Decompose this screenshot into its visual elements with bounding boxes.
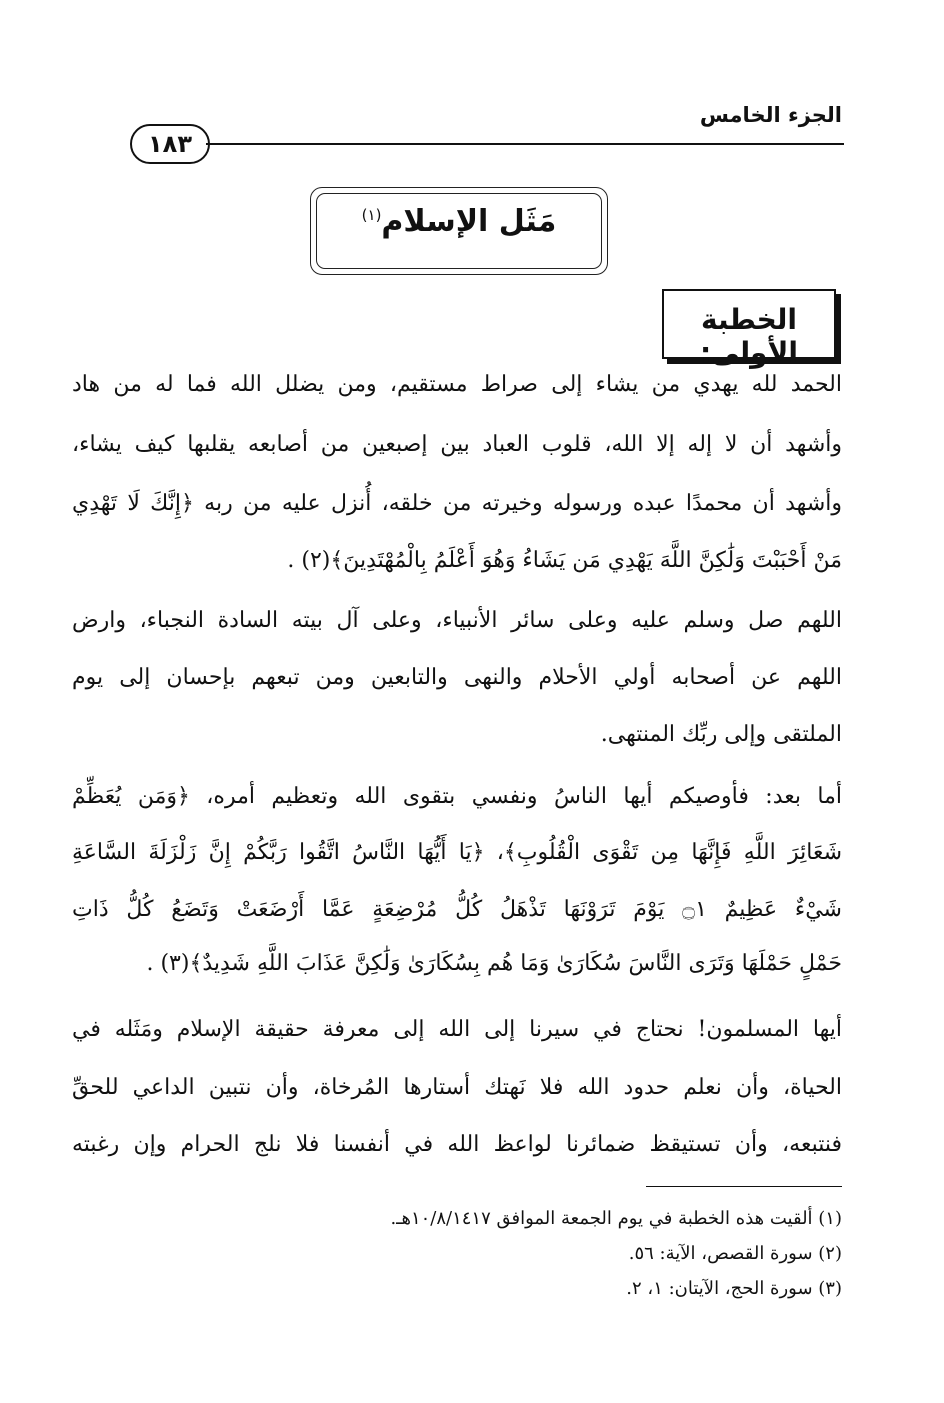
article-title [311,204,607,239]
footnote-separator [646,1186,842,1187]
body-line: اللهم صل وسلم عليه وعلى سائر الأنبياء، وعلى آل بيته السادة النجباء، وارض [72,608,842,633]
title-footnote-ref: (١) [361,206,382,224]
body-line: فنتبعه، وأن تستيقظ ضمائرنا لواعظ الله في أنفسنا فلا نلج الحرام وإن رغبته [72,1132,842,1157]
body-line: الملتقى وإلى ربِّك المنتهى. [600,722,842,747]
body-line: شَيْءٌ عَظِيمٌ ۝١ يَوْمَ تَرَوْنَهَا تَذْهَلُ كُلُّ مُرْضِعَةٍ عَمَّا أَرْضَعَتْ وَتَضَعُ كُلُّ ذَاتِ [72,897,842,922]
footnote: (٢) سورة القصص، الآية: ٥٦. [628,1243,842,1264]
section-heading: الخطبة الأولى: [700,303,798,369]
page-number: ١٨٣ [130,124,210,164]
section-heading-box [662,289,836,369]
footnote: (١) ألقيت هذه الخطبة في يوم الجمعة الموافق ١٠/٨/١٤١٧هـ. [390,1208,842,1229]
body-line: أيها المسلمون! نحتاج في سيرنا إلى الله إلى معرفة حقيقة الإسلام ومَثَله في [72,1017,842,1042]
body-line: مَنْ أَحْبَبْتَ وَلَٰكِنَّ اللَّهَ يَهْدِي مَن يَشَاءُ وَهُوَ أَعْلَمُ بِالْمُهْتَدِينَ﴾(٢) . [287,548,842,573]
header-rule [206,143,844,145]
article-title-frame [310,187,608,275]
article-title-text: مَثَل الإسلام [381,204,557,239]
body-line: وأشهد أن لا إله إلا الله، قلوب العباد بين إصبعين من أصابعه يقلبها كيف يشاء، [72,432,842,457]
running-header-title: الجزء الخامس [699,103,842,127]
body-line: الحمد لله يهدي من يشاء إلى صراط مستقيم، ومن يضلل الله فما له من هاد [72,372,842,397]
body-line: حَمْلٍ حَمْلَهَا وَتَرَى النَّاسَ سُكَارَىٰ وَمَا هُم بِسُكَارَىٰ وَلَٰكِنَّ عَذَابَ اللَّهِ شَدِيدٌ﴾(٣) . [146,951,842,976]
footnote: (٣) سورة الحج، الآيتان: ١، ٢. [626,1278,842,1299]
body-line: أما بعد: فأوصيكم أيها الناسُ ونفسي بتقوى الله وتعظيم أمره، ﴿وَمَن يُعَظِّمْ [72,784,842,809]
body-line: شَعَائِرَ اللَّهِ فَإِنَّهَا مِن تَقْوَى الْقُلُوبِ﴾، ﴿يَا أَيُّهَا النَّاسُ اتَّقُوا رَبَّكُمْ إِنَّ زَلْزَلَةَ السَّاعَةِ [72,840,842,865]
body-line: الحياة، وأن نعلم حدود الله فلا نَهتك أستارها المُرخاة، وأن نتبين الداعي للحقِّ [72,1075,842,1100]
body-line: وأشهد أن محمدًا عبده ورسوله وخيرته من خلقه، أُنزل عليه من ربه ﴿إِنَّكَ لَا تَهْدِي [72,491,842,516]
body-line: اللهم عن أصحابه أولي الأحلام والنهى والتابعين ومن تبعهم بإحسان إلى يوم [72,665,842,690]
